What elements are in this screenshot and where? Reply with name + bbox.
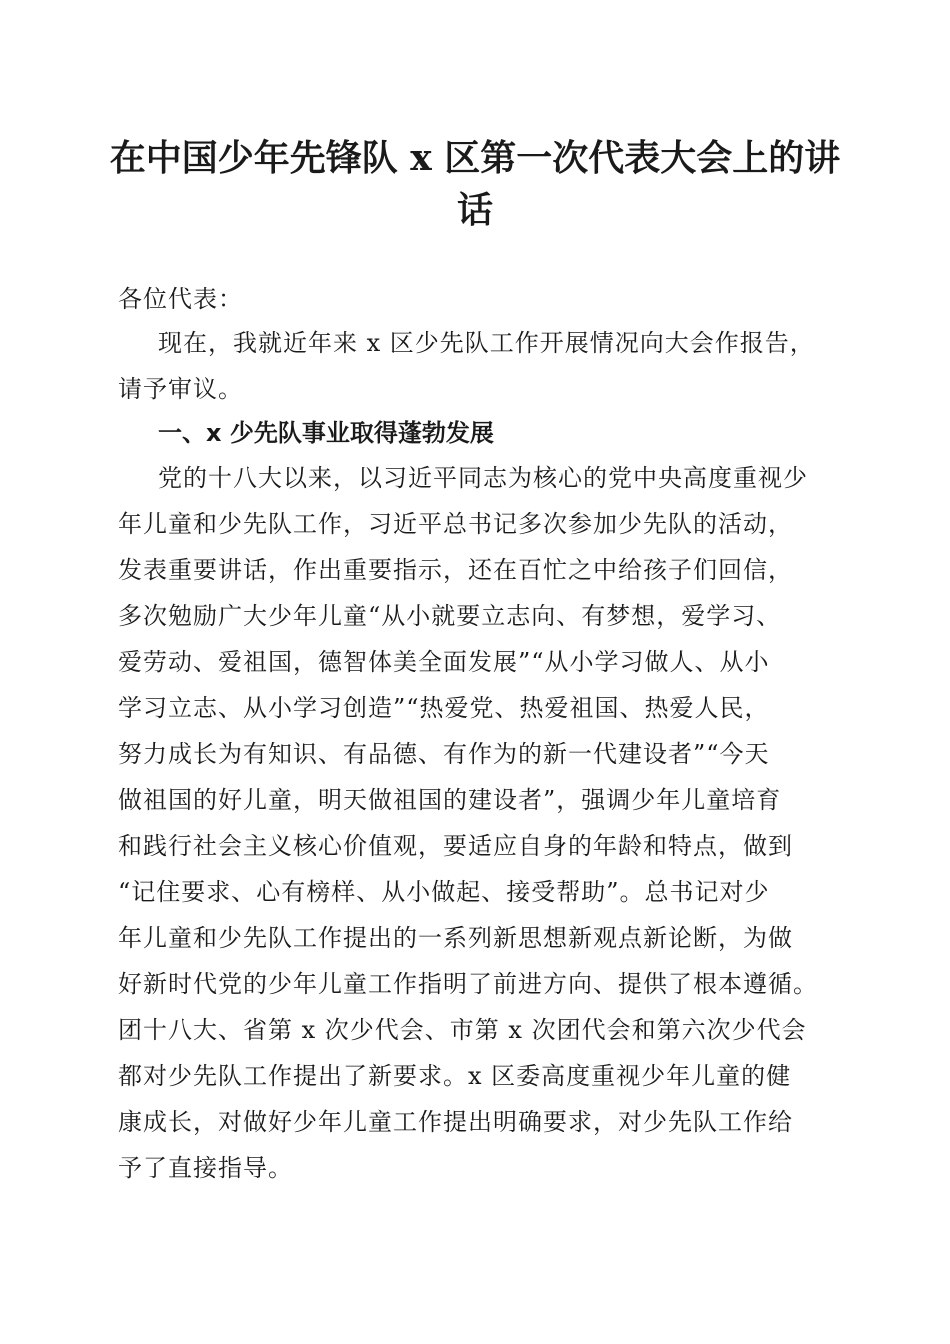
paragraph-line: 年儿童和少先队工作，习近平总书记多次参加少先队的活动， (118, 510, 793, 538)
paragraph-line: 发表重要讲话，作出重要指示，还在百忙之中给孩子们回信， (118, 556, 793, 584)
paragraph-line: 努力成长为有知识、有品德、有作为的新一代建设者”“今天 (118, 740, 770, 768)
paragraph-line: 学习立志、从小学习创造”“热爱党、热爱祖国、热爱人民， (118, 694, 770, 722)
intro-paragraph: 现在，我就近年来 x 区少先队工作开展情况向大会作报告，请予审议。 (118, 329, 815, 403)
document-title: 在中国少年先锋队 x 区第一次代表大会上的讲话 (109, 137, 841, 231)
paragraph-line: 和践行社会主义核心价值观，要适应自身的年龄和特点，做到 (118, 832, 793, 860)
salutation: 各位代表： (118, 285, 243, 313)
section-heading: 一、x 少先队事业取得蓬勃发展 (158, 419, 494, 447)
paragraph-line: 做祖国的好儿童，明天做祖国的建设者”，强调少年儿童培育 (118, 786, 782, 814)
paragraph-line: 康成长，对做好少年儿童工作提出明确要求，对少先队工作给 (118, 1108, 793, 1136)
paragraph-line: “记住要求、心有榜样、从小做起、接受帮助”。总书记对少 (118, 878, 770, 906)
paragraph-line: 爱劳动、爱祖国，德智体美全面发展”“从小学习做人、从小 (118, 648, 770, 676)
paragraph-line: 都对少先队工作提出了新要求。x 区委高度重视少年儿童的健 (118, 1062, 792, 1090)
paragraph-line: 团十八大、省第 x 次少代会、市第 x 次团代会和第六次少代会 (118, 1016, 807, 1044)
paragraph-line: 年儿童和少先队工作提出的一系列新思想新观点新论断，为做 (118, 924, 793, 952)
main-paragraph (118, 455, 836, 1191)
paragraph-line: 多次勉励广大少年儿童“从小就要立志向、有梦想，爱学习、 (118, 602, 782, 630)
paragraph-line: 予了直接指导。 (118, 1154, 293, 1182)
paragraph-line: 好新时代党的少年儿童工作指明了前进方向、提供了根本遵循。 (118, 970, 818, 998)
paragraph-line: 党的十八大以来，以习近平同志为核心的党中央高度重视少 (158, 464, 808, 492)
